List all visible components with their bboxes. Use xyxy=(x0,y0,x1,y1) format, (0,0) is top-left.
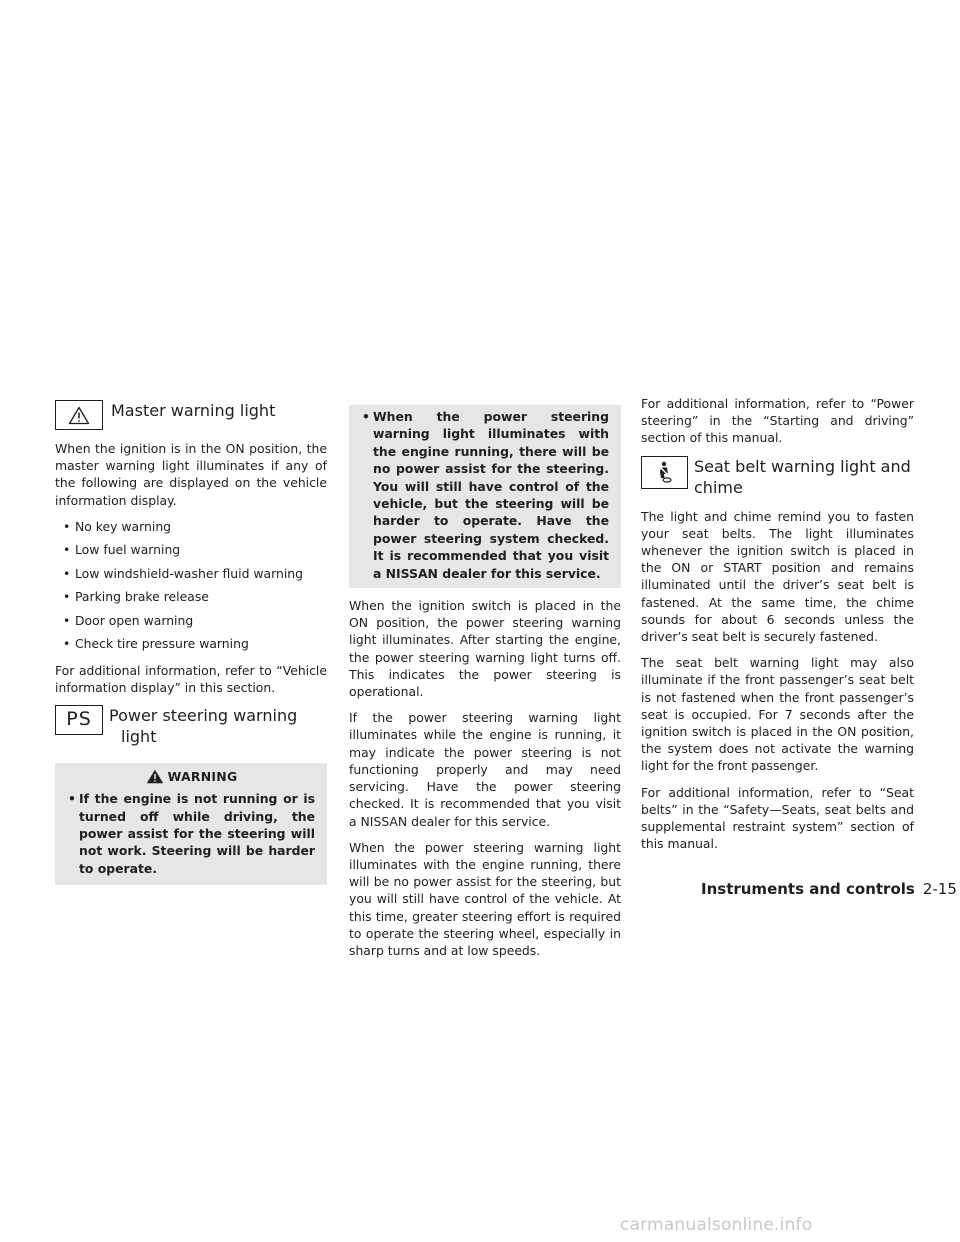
list-item: • Low windshield-washer fluid warning xyxy=(55,565,327,582)
seatbelt-title-line2: chime xyxy=(694,477,743,497)
warning-header xyxy=(68,763,315,790)
warning-item: • If the engine is not running or is turned off while driving, the power assist for the steering will not work. Steering will be harder to operate. xyxy=(68,790,315,877)
list-item: • Parking brake release xyxy=(55,588,327,605)
seatbelt-title-line1: Seat belt warning light and xyxy=(694,456,911,476)
warning-label: WARNING xyxy=(167,768,238,784)
column-left xyxy=(55,400,327,885)
footer-section-title: Instruments and controls xyxy=(701,880,915,898)
power-steering-paragraph: When the ignition switch is placed in the ON position, the power steering warning light illuminates. After starting the engine, the power steering warning light turns off. This indicates the power steering is operational. xyxy=(349,598,621,700)
ps-icon-text: PS xyxy=(66,708,92,731)
list-item: • No key warning xyxy=(55,518,327,535)
power-steering-refer: For additional information, refer to “Power steering” in the “Starting and driving” section of this manual. xyxy=(641,396,914,446)
watermark: carmanualsonline.info xyxy=(620,1215,813,1235)
seatbelt-heading xyxy=(641,456,914,498)
master-warning-title: Master warning light xyxy=(111,401,276,420)
power-steering-heading xyxy=(55,705,327,747)
column-middle xyxy=(349,405,621,968)
power-steering-title xyxy=(109,705,297,747)
warning-box xyxy=(55,763,327,885)
power-steering-title-line1: Power steering warning xyxy=(109,705,298,725)
ps-icon-frame xyxy=(55,705,103,735)
power-steering-paragraph: When the power steering warning light illuminates with the engine running, there will be no power assist for the steering, but you will still have control of the vehicle. At this time, greater steering effort is required to operate the steering wheel, especially in sharp turns and at low speeds. xyxy=(349,839,621,958)
list-item: • Door open warning xyxy=(55,612,327,629)
master-warning-intro: When the ignition is in the ON position, the master warning light illuminates if any of the following are displayed on the vehicle information display. xyxy=(55,441,327,508)
power-steering-title-line2: light xyxy=(121,726,157,746)
power-steering-icon xyxy=(55,705,103,735)
master-warning-list xyxy=(55,518,327,653)
master-warning-heading xyxy=(55,400,327,430)
warning-item: • When the power steering warning light illuminates with the engine running, there will be no power assist for the steering. You will still have control of the vehicle, but the steering will be harder to operate. Have the power steering system checked. It is recommended that you visit a NISSAN dealer for this service. xyxy=(362,408,609,582)
seatbelt-icon xyxy=(641,456,688,489)
seatbelt-title xyxy=(694,456,911,498)
master-warning-refer: For additional information, refer to “Vehicle information display” in this section. xyxy=(55,662,327,695)
list-item: • Check tire pressure warning xyxy=(55,635,327,652)
page-number: 2-15 xyxy=(922,880,957,898)
seatbelt-paragraph: The light and chime remind you to fasten your seat belts. The light illuminates whenever the ignition switch is placed in the ON or START position and remains illuminated until the driver’s seat belt is fastened. At the same time, the chime sounds for about 6 seconds unless the driver’s seat belt is securely fastened. xyxy=(641,508,914,645)
page-footer xyxy=(701,879,957,899)
power-steering-paragraph: If the power steering warning light illuminates while the engine is running, it may indicate the power steering is not functioning properly and may need servicing. Have the power steering checked. It is recommended that you visit a NISSAN dealer for this service. xyxy=(349,710,621,829)
seatbelt-paragraph: The seat belt warning light may also illuminate if the front passenger’s seat belt is not fastened when the front passenger’s seat is occupied. For 7 seconds after the ignition switch is placed in the ON position, the system does not activate the warning light for the front passenger. xyxy=(641,655,914,774)
column-right xyxy=(641,395,914,861)
master-warning-icon xyxy=(55,400,103,430)
warning-box-continued xyxy=(349,405,621,588)
warning-triangle-icon xyxy=(146,769,164,784)
seatbelt-paragraph: For additional information, refer to “Seat belts” in the “Safety—Seats, seat belts and supplemental restraint system” section of this manual. xyxy=(641,784,914,852)
list-item: • Low fuel warning xyxy=(55,541,327,558)
